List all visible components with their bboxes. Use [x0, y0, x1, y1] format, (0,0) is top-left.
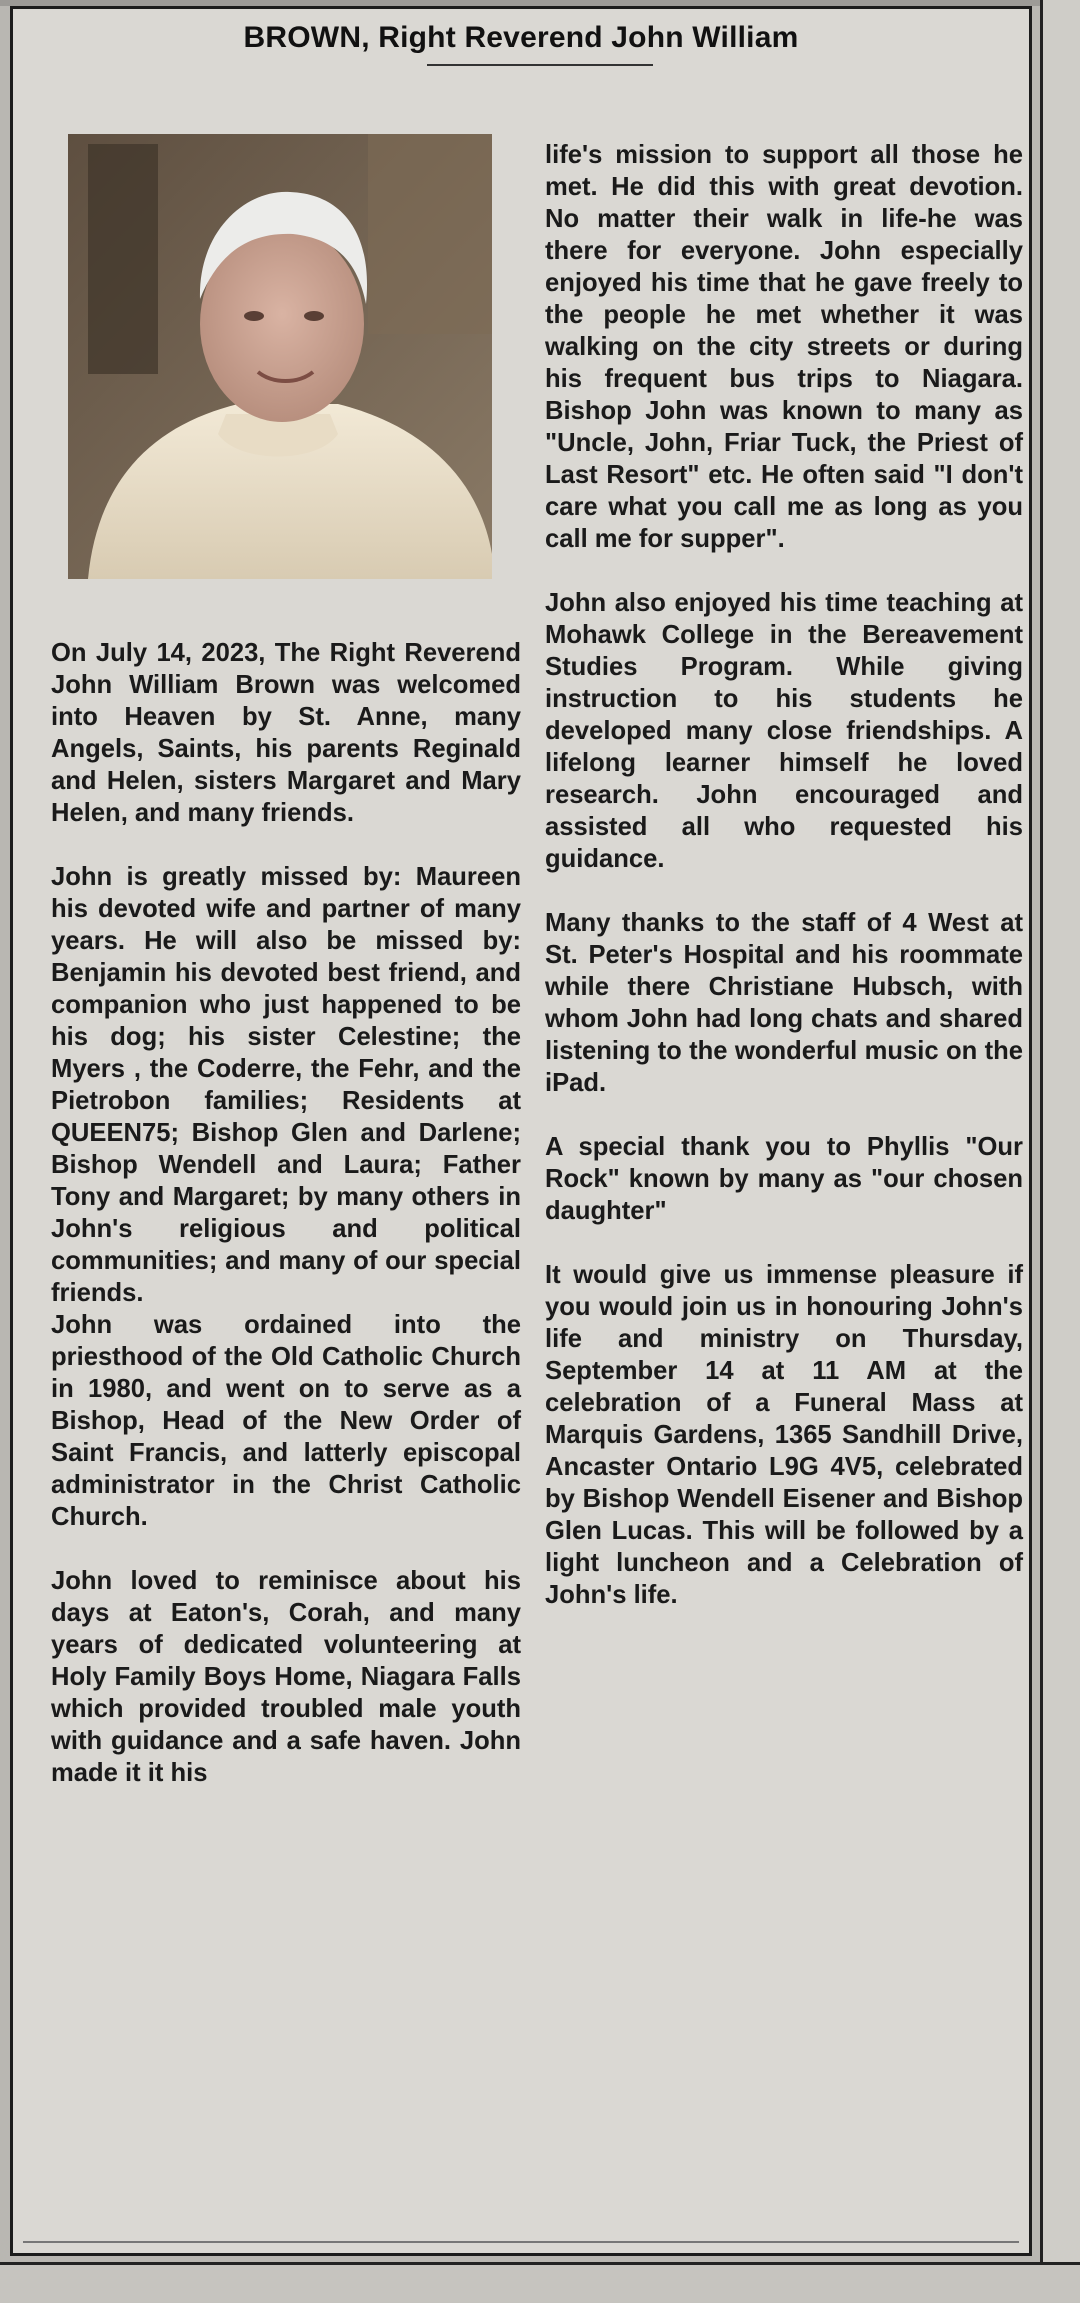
- obituary-paragraph-service: It would give us immense pleasure if you would join us in honouring John's life and ministry on Thursday, September 14 at 11 AM at the celebration of a Funeral Mass at Marquis Gardens, 1365 Sandhill Drive, Ancaster Ontario L9G 4V5, celebrated by Bishop Wendell Eisener and Bishop Glen Lucas. This will be followed by a light luncheon and a Celebration of John's life.: [545, 1261, 1023, 1609]
- portrait-photo: [68, 134, 492, 579]
- title-underline: [427, 64, 653, 66]
- obituary-paragraph-ordination: John was ordained into the priesthood of the Old Catholic Church in 1980, and went on to serve as a Bishop, Head of the New Order of Saint Francis, and latterly episcopal administrator in the Christ Catholic Church.: [51, 1311, 521, 1531]
- bottom-divider: [23, 2241, 1019, 2243]
- right-column: [545, 139, 1023, 1611]
- obituary-paragraph-teaching: John also enjoyed his time teaching at Mohawk College in the Bereavement Studies Program. While giving instruction to his students he developed many close friendships. A lifelong learner himself he loved research. John encouraged and assisted all who requested his guidance.: [545, 589, 1023, 873]
- left-column: [51, 637, 521, 1789]
- obituary-frame: [10, 6, 1032, 2256]
- obituary-paragraph-mission: life's mission to support all those he met. He did this with great devotion. No matter their walk in life-he was there for everyone. John especially enjoyed his time that he gave freely to the people he met whether it was walking on the city streets or during his frequent bus trips to Niagara. Bishop John was known to many as "Uncle, John, Friar Tuck, the Priest of Last Resort" etc. He often said "I don't care what you call me as long as you call me for supper".: [545, 141, 1023, 553]
- portrait-image: [68, 134, 492, 579]
- adjacent-column-right: [1040, 0, 1080, 2300]
- adjacent-column-bottom: [0, 2262, 1080, 2303]
- obituary-paragraph-memories: John loved to reminisce about his days at Eaton's, Corah, and many years of dedicated volunteering at Holy Family Boys Home, Niagara Falls which provided troubled male youth with guidance and a safe haven. John made it it his: [51, 1567, 521, 1787]
- obituary-paragraph-announcement: On July 14, 2023, The Right Reverend John William Brown was welcomed into Heaven by St. Anne, many Angels, Saints, his parents Reginald and Helen, sisters Margaret and Mary Helen, and many friends.: [51, 639, 521, 827]
- obituary-paragraph-thanks: Many thanks to the staff of 4 West at St. Peter's Hospital and his roommate while there Christiane Hubsch, with whom John had long chats and shared listening to the wonderful music on the iPad.: [545, 909, 1023, 1097]
- page-title: BROWN, Right Reverend John William: [243, 21, 799, 54]
- obituary-paragraph-survivors: John is greatly missed by: Maureen his devoted wife and partner of many years. He will also be missed by: Benjamin his devoted best friend, and companion who just happened to be his dog; his sister Celestine; the Myers , the Coderre, the Fehr, and the Pietrobon families; Residents at QUEEN75; Bishop Glen and Darlene; Bishop Wendell and Laura; Father Tony and Margaret; by many others in John's religious and political communities; and many of our special friends.: [51, 863, 521, 1307]
- obituary-paragraph-special-thanks: A special thank you to Phyllis "Our Rock" known by many as "our chosen daughter": [545, 1133, 1023, 1225]
